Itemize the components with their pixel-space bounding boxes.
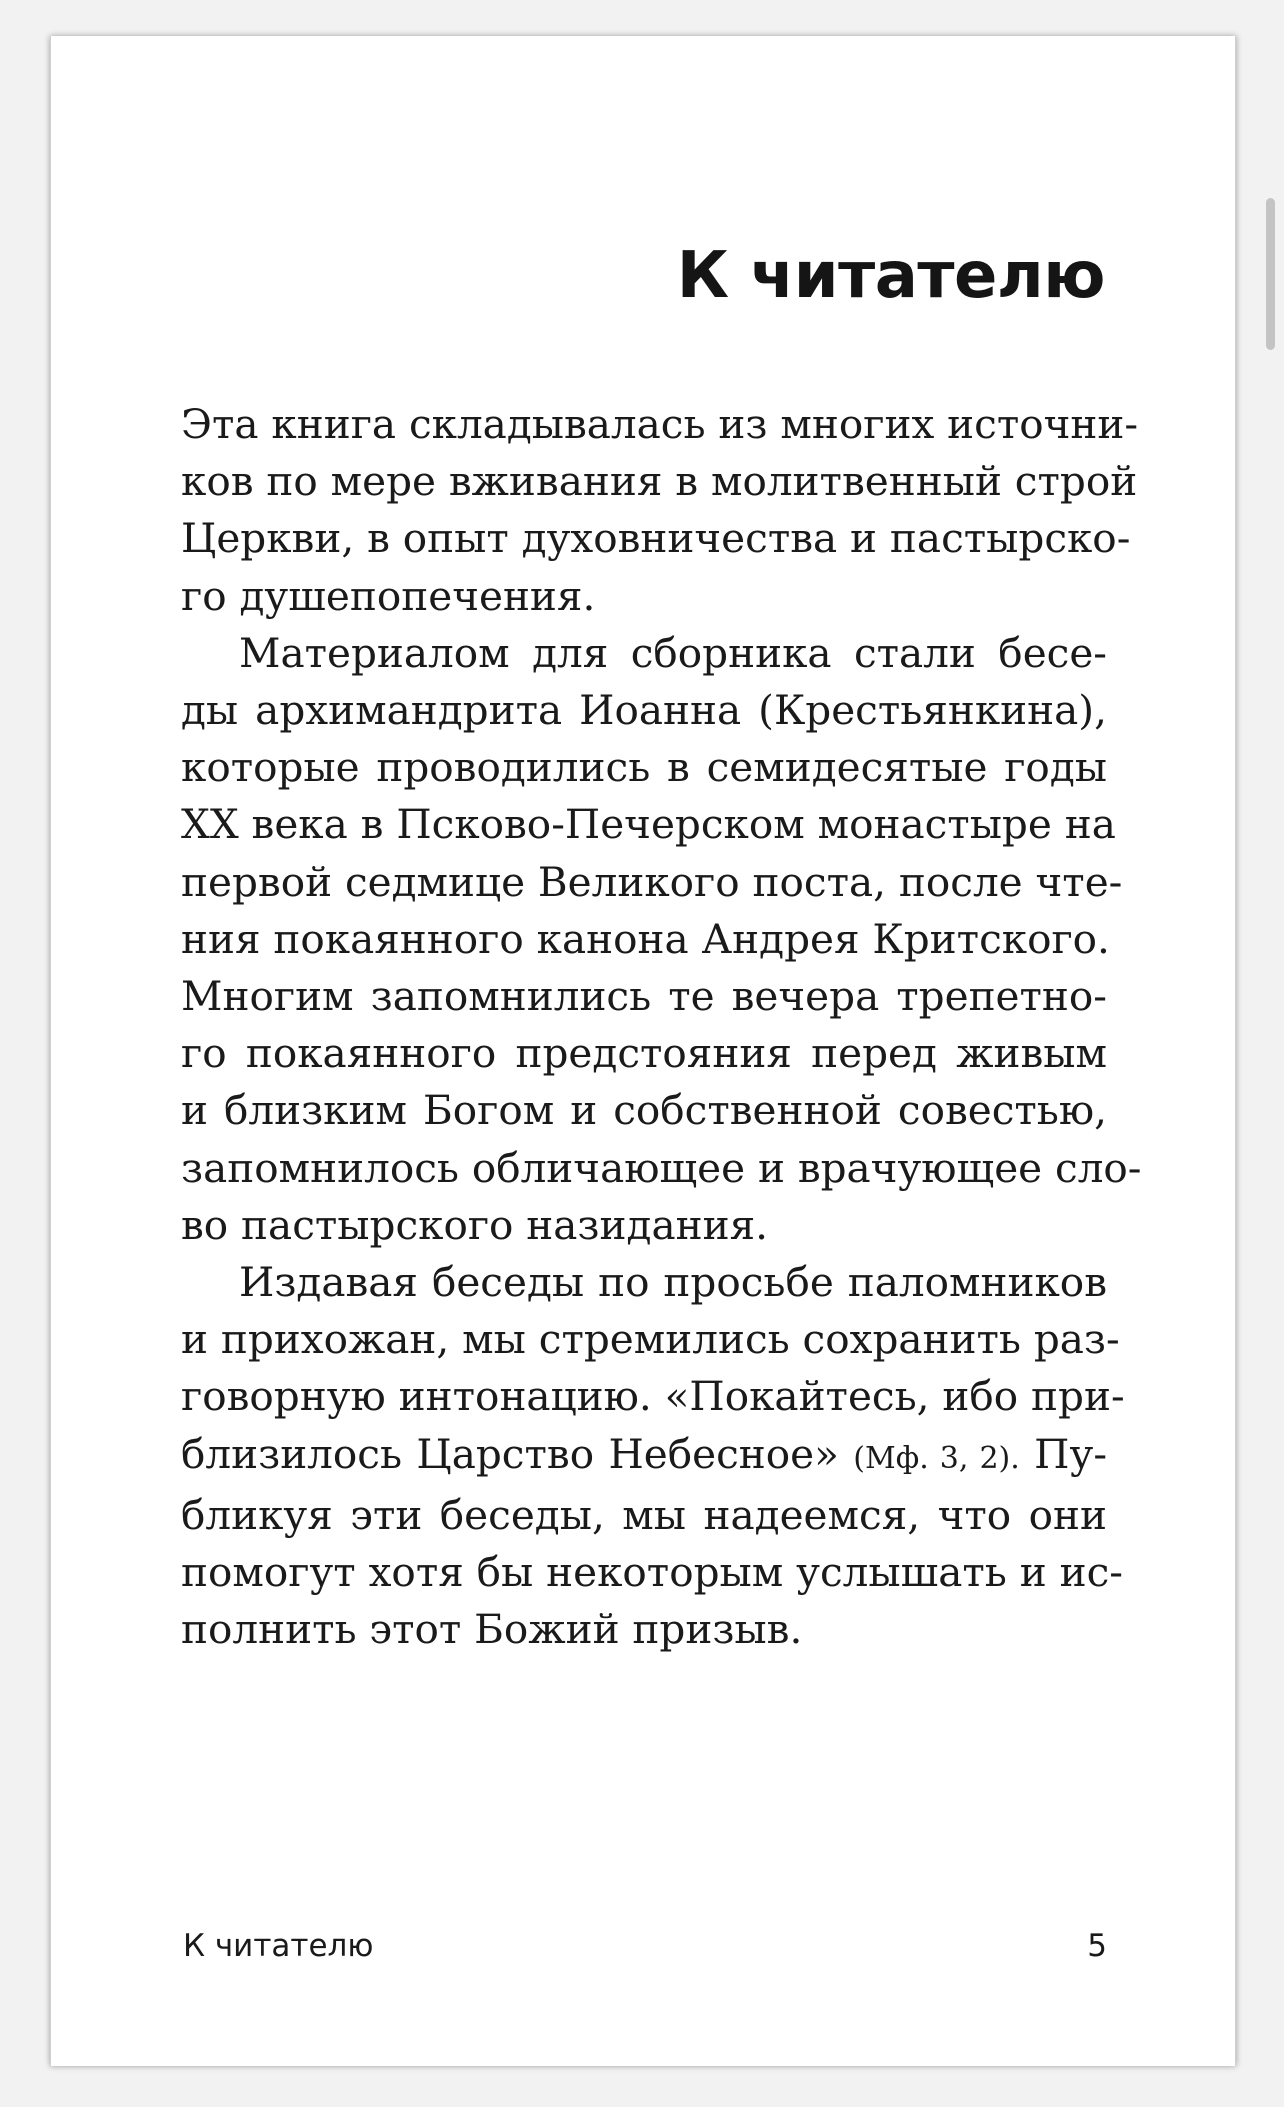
text-line: Материалом для сборника стали бесе-	[239, 628, 1107, 677]
text-line: и близким Богом и собственной совестью,	[181, 1086, 1107, 1135]
text-line: запомнилось обличающее и врачующее сло-	[181, 1143, 1142, 1192]
paragraph-2	[181, 625, 1142, 1254]
chapter-title: К читателю	[676, 239, 1105, 313]
vertical-scrollbar[interactable]	[1266, 198, 1275, 350]
text-line: говорную интонацию. «Покайтесь, ибо при-	[181, 1372, 1125, 1421]
scripture-reference: (Мф. 3, 2).	[853, 1440, 1020, 1476]
text-line: ды архимандрита Иоанна (Крестьянкина),	[181, 686, 1107, 735]
text-line-with-reference	[181, 1426, 1107, 1487]
text-line: Многим запомнились те вечера трепетно-	[181, 972, 1107, 1021]
text-line: помогут хотя бы некоторым услышать и ис-	[181, 1548, 1123, 1597]
text-line: полнить этот Божий призыв.	[181, 1605, 803, 1654]
book-page	[50, 36, 1236, 2066]
paragraph-3	[181, 1254, 1125, 1658]
text-line: го покаянного предстояния перед живым	[181, 1029, 1107, 1078]
line-end-text: Пу-	[1034, 1429, 1108, 1478]
text-line: XX века в Псково-Печерском монастыре на	[181, 800, 1116, 849]
text-line: ния покаянного канона Андрея Критского.	[181, 914, 1110, 963]
text-line: го душепопечения.	[181, 571, 596, 620]
body-text	[181, 396, 1142, 1658]
text-line: и прихожан, мы стремились сохранить раз-	[181, 1315, 1120, 1364]
text-line: Церкви, в опыт духовничества и пастырско-	[181, 514, 1131, 563]
running-footer: К читателю	[183, 1928, 374, 1964]
paragraph-1	[181, 396, 1139, 625]
text-line: бликуя эти беседы, мы надеемся, что они	[181, 1490, 1107, 1539]
text-line: Эта книга складывалась из многих источни-	[181, 400, 1139, 448]
text-line: Издавая беседы по просьбе паломников	[239, 1258, 1107, 1307]
quote-text: близилось Царство Небесное»	[181, 1429, 839, 1478]
text-line: во пастырского назидания.	[181, 1200, 769, 1249]
page-number: 5	[1087, 1928, 1107, 1964]
text-line: ков по мере вживания в молитвенный строй	[181, 457, 1138, 506]
text-line: первой седмице Великого поста, после чте-	[181, 857, 1123, 906]
text-line: которые проводились в семидесятые годы	[181, 743, 1107, 792]
